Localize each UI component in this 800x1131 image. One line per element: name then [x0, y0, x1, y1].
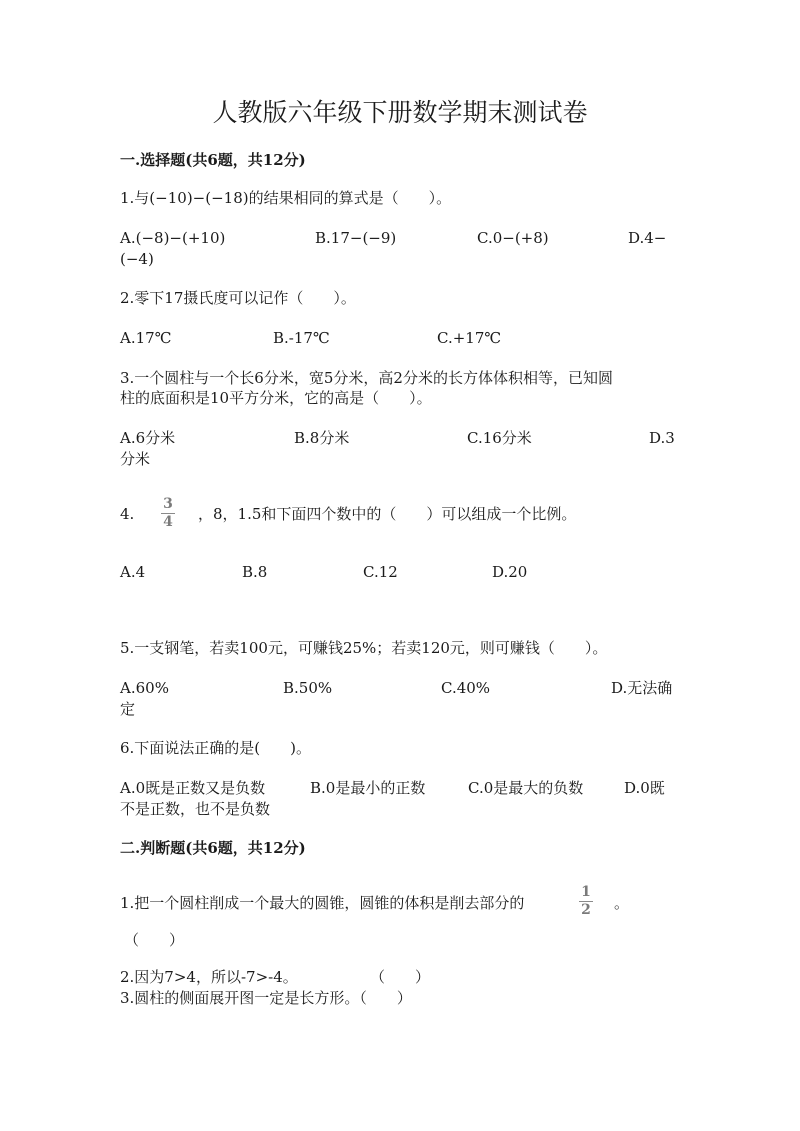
question-1-option-d: D.4−	[628, 229, 667, 247]
question-4-option-c: C.12	[363, 563, 398, 581]
judge-1-blank: （ ）	[124, 931, 185, 949]
question-3-stem-line2: 柱的底面积是10平方分米，它的高是（ ）。	[120, 389, 432, 407]
question-1-option-a: A.(−8)−(+10)	[120, 229, 226, 247]
question-1-option-wrap: (−4)	[120, 250, 154, 268]
question-6-option-a: A.0既是正数又是负数	[120, 779, 266, 797]
question-3-option-c: C.16分米	[467, 429, 532, 447]
judge-1-fraction-numerator: 1	[581, 884, 591, 900]
judge-1-fraction	[578, 885, 594, 918]
question-6-option-b: B.0是最小的正数	[310, 779, 426, 797]
question-2-option-a: A.17℃	[120, 329, 172, 347]
question-4-option-a: A.4	[120, 563, 146, 581]
judge-2-stem: 2.因为7>4，所以-7>-4。	[120, 968, 298, 986]
question-2-option-c: C.+17℃	[437, 329, 502, 347]
judge-1-fraction-denominator: 2	[581, 902, 591, 918]
question-4-fraction-denominator: 4	[163, 514, 173, 530]
question-5-option-wrap: 定	[120, 700, 136, 718]
question-5-option-c: C.40%	[441, 679, 491, 697]
question-1-option-b: B.17−(−9)	[315, 229, 397, 247]
question-4-fraction	[160, 497, 176, 530]
judge-1-end: 。	[614, 894, 630, 912]
judge-1-stem: 1.把一个圆柱削成一个最大的圆锥，圆锥的体积是削去部分的	[120, 894, 525, 912]
question-5-option-a: A.60%	[120, 679, 169, 697]
question-4-number: 4.	[120, 505, 135, 523]
question-6-option-c: C.0是最大的负数	[468, 779, 584, 797]
question-5-stem: 5.一支钢笔，若卖100元，可赚钱25%；若卖120元，则可赚钱（ ）。	[120, 639, 608, 657]
judge-3-stem: 3.圆柱的侧面展开图一定是长方形。（ ）	[120, 989, 412, 1007]
question-3-option-wrap: 分米	[120, 450, 151, 468]
judge-2-blank: （ ）	[370, 968, 431, 986]
question-4-fraction-numerator: 3	[163, 496, 173, 512]
question-5-option-d: D.无法确	[611, 679, 673, 697]
question-2-stem: 2.零下17摄氏度可以记作（ ）。	[120, 289, 356, 307]
question-3-option-a: A.6分米	[120, 429, 176, 447]
question-3-option-d: D.3	[649, 429, 675, 447]
section-heading-judgement: 二.判断题(共6题，共12分)	[120, 839, 306, 857]
question-6-stem: 6.下面说法正确的是( )。	[120, 739, 312, 757]
question-6-option-d: D.0既	[624, 779, 665, 797]
question-2-option-b: B.-17℃	[273, 329, 330, 347]
question-3-stem-line1: 3.一个圆柱与一个长6分米，宽5分米，高2分米的长方体体积相等，已知圆	[120, 369, 613, 387]
question-5-option-b: B.50%	[283, 679, 333, 697]
question-4-option-b: B.8	[242, 563, 268, 581]
question-6-option-wrap: 不是正数，也不是负数	[120, 800, 271, 818]
page-title: 人教版六年级下册数学期末测试卷	[212, 98, 588, 127]
section-heading-choice: 一.选择题(共6题，共12分)	[120, 151, 306, 169]
question-1-option-c: C.0−(+8)	[477, 229, 549, 247]
question-4-stem-rest: ，8，1.5和下面四个数中的（ ）可以组成一个比例。	[198, 505, 577, 523]
question-3-option-b: B.8分米	[294, 429, 350, 447]
question-4-option-d: D.20	[492, 563, 528, 581]
question-1-stem: 1.与(−10)−(−18)的结果相同的算式是（ ）。	[120, 189, 452, 207]
